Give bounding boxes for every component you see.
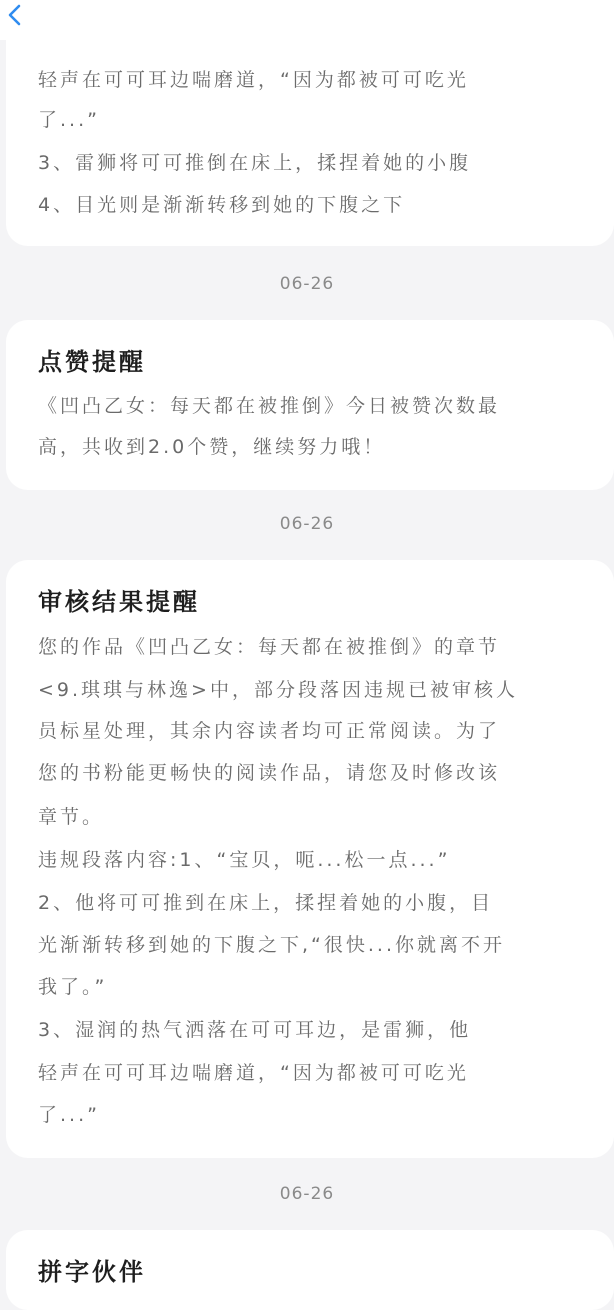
notice-text-line: 了...” [38,109,100,131]
notice-text-line: 了...” [38,1104,100,1126]
notice-text-line: 3、雷狮将可可推倒在床上，揉捏着她的小腹 [38,152,472,174]
notice-text-line: 2、他将可可推到在床上，揉捏着她的小腹，目 [38,892,494,914]
notice-card-review-result[interactable] [6,560,614,1158]
notice-date: 06-26 [279,274,335,294]
notice-card-like-reminder[interactable] [6,320,614,490]
notice-text-line: 章节。 [38,806,105,828]
notice-text-line: 光渐渐转移到她的下腹之下,“很快...你就离不开 [38,934,506,956]
notice-text-line: 您的书粉能更畅快的阅读作品，请您及时修改该 [38,762,501,784]
notice-date: 06-26 [279,1184,335,1204]
notice-title: 审核结果提醒 [38,588,200,616]
notice-card-word-partner[interactable] [6,1230,614,1310]
notice-text-line: 轻声在可可耳边喘磨道，“因为都被可可吃光 [38,69,469,91]
notice-title: 点赞提醒 [38,348,146,376]
notice-text-line: 4、目光则是渐渐转移到她的下腹之下 [38,194,406,216]
notice-text-line: 您的作品《凹凸乙女：每天都在被推倒》的章节 [38,636,501,658]
notice-text-line: 违规段落内容:1、“宝贝，呃...松一点...” [38,849,451,871]
notice-text-line: <9.琪琪与林逸>中，部分段落因违规已被审核人 [38,679,518,701]
notice-text-line: 3、湿润的热气洒落在可可耳边，是雷狮，他 [38,1019,472,1041]
notice-text-line: 我了。” [38,976,108,998]
notice-text-line: 《凹凸乙女：每天都在被推倒》今日被赞次数最 [38,395,501,417]
notice-text-line: 高，共收到2.0个赞，继续努力哦！ [38,436,386,458]
top-navigation-bar [0,0,614,40]
notice-text-line: 轻声在可可耳边喘磨道，“因为都被可可吃光 [38,1062,469,1084]
notice-date: 06-26 [279,514,335,534]
chevron-left-icon[interactable] [6,4,22,26]
notice-text-line: 员标星处理，其余内容读者均可正常阅读。为了 [38,720,501,742]
notice-title: 拼字伙伴 [38,1258,146,1286]
